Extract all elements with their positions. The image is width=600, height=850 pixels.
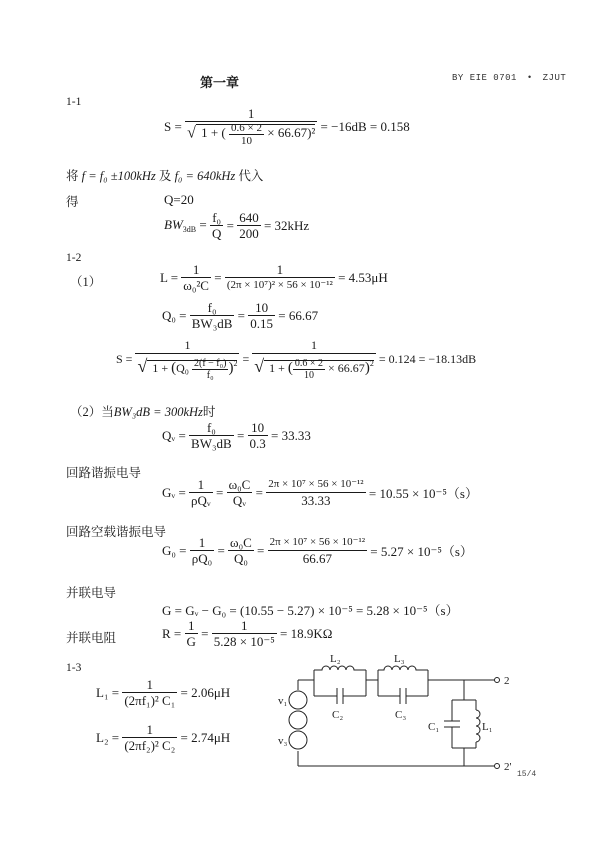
g0-lhs: G₀ = <box>162 542 187 558</box>
qv-lhs: Qᵥ = <box>162 427 186 443</box>
r-lhs: R = <box>162 625 182 641</box>
note-word-1: 将 <box>66 169 79 183</box>
bw-result: = 32kHz <box>263 217 310 233</box>
s-rad-q: Q₀ <box>176 361 189 375</box>
gv-den: ρQᵥ <box>191 493 211 508</box>
label-l3: L₃ <box>394 653 405 665</box>
l1-den: (2πf₁)² C₁ <box>124 693 176 708</box>
eq-s-1-1 <box>164 106 410 147</box>
header-author <box>452 73 566 83</box>
g0-num2: ω₀C <box>230 535 252 550</box>
q0-den2: 0.15 <box>250 316 274 331</box>
r-num2: 1 <box>212 618 277 634</box>
chapter-title: 第一章 <box>200 75 240 90</box>
l-num2: 1 <box>225 262 335 278</box>
part-2-suffix: 时 <box>202 405 216 419</box>
s-num-b: 1 <box>252 338 376 354</box>
g0-num3: 2π × 10⁷ × 56 × 10⁻¹² <box>268 535 367 551</box>
bw-sub: 3dB <box>182 225 197 234</box>
s-rad-b-den: 10 <box>303 369 314 381</box>
qv-den: BW₃dB <box>191 436 232 451</box>
label-c1: C₁ <box>428 721 440 733</box>
header-bullet: • <box>526 73 533 83</box>
part-2-label <box>70 402 215 420</box>
label-v1: v₁ <box>278 695 288 707</box>
label-l1: L₁ <box>482 721 493 733</box>
label-parallel-resistance: 并联电阻 <box>66 631 117 645</box>
eq-s-inner-den: 10 <box>241 135 252 147</box>
section-label-1-1: 1-1 <box>66 96 82 108</box>
l-result: = 4.53μH <box>338 269 388 285</box>
bw-den2: 200 <box>239 226 259 241</box>
eq-gv: Gᵥ = $\frac{1}{\text{ρQᵥ}}$ = $\frac{\text{ω₀C}}{\text{Qᵥ}}$ = $\frac{\text{2π × 10⁷ × 56 × 10⁻¹²}}{33.33}$ = 10.55 × 10⁻⁵（s） <box>162 477 478 508</box>
bw-den: Q <box>211 226 222 241</box>
r-result: = 18.9KΩ <box>279 625 333 641</box>
r-den2: 5.28 × 10⁻⁵ <box>213 634 275 649</box>
qv-num2: 10 <box>248 420 268 436</box>
g0-den3: 66.67 <box>302 551 332 566</box>
l1-result: = 2.06μH <box>180 684 231 700</box>
s-rad-a: 1 + <box>152 361 169 375</box>
gv-den2: Qᵥ <box>232 493 247 508</box>
note-word-3: 代入 <box>238 169 264 183</box>
l-num: 1 <box>181 262 211 278</box>
q0-den: BW₃dB <box>191 316 233 331</box>
eq-q: Q=20 <box>164 192 194 207</box>
q0-lhs: Q₀ = <box>162 307 187 323</box>
q0-result: = 66.67 <box>278 307 319 323</box>
eq-l1 <box>96 677 230 708</box>
eq-l: L = $\frac{1}{\text{ω₀²C}}$ = $\frac{1}{\text{(2π × 10⁷)² × 56 × 10⁻¹²}}$ = 4.53μH <box>160 262 388 293</box>
l2-den: (2πf₂)² C₂ <box>124 738 176 753</box>
eq-r: R = $\frac{1}{G}$ = $\frac{1}{\text{5.28 × 10⁻⁵}}$ = 18.9KΩ <box>162 618 333 649</box>
section-label-1-3: 1-3 <box>66 662 82 674</box>
label-v3: v₃ <box>278 735 288 747</box>
eq-s-result: = −16dB = 0.158 <box>320 118 410 134</box>
part-2-eq: BW₃dB = 300kHz <box>113 405 203 419</box>
l-lhs: L = <box>160 269 179 285</box>
l1-num: 1 <box>122 677 177 693</box>
note-substitute <box>66 166 263 184</box>
label-parallel-conductance: 并联电导 <box>66 586 117 600</box>
gv-lhs: Gᵥ = <box>162 484 186 500</box>
s-rad-b: 1 + <box>269 361 285 375</box>
eq-l2 <box>96 722 230 753</box>
note-eq-1: f = f₀ ±100kHz <box>81 169 156 183</box>
g0-result: = 5.27 × 10⁻⁵（s） <box>370 544 473 559</box>
qv-num: f₀ <box>189 420 234 436</box>
bw-lhs: BW <box>164 217 183 232</box>
g0-num: 1 <box>190 535 214 551</box>
s-result: = 0.124 = −18.13dB <box>378 351 477 366</box>
q0-num: f₀ <box>190 300 235 316</box>
qv-den2: 0.3 <box>249 436 266 451</box>
gv-num3: 2π × 10⁷ × 56 × 10⁻¹² <box>266 477 365 493</box>
eq-bw-1-1: $BW_{3dB}$ = $\frac{\text{f₀}}{Q}$ = $\frac{640}{200}$ = 32kHz <box>164 210 310 241</box>
label-c3: C₃ <box>395 709 407 721</box>
eq-s-numerator: 1 <box>185 106 317 122</box>
label-l2: L₂ <box>330 653 341 665</box>
inductor-l2 <box>314 666 366 670</box>
eq-g0: G₀ = $\frac{1}{\text{ρQ₀}}$ = $\frac{\text{ω₀C}}{\text{Q₀}}$ = $\frac{\text{2π × 10⁷ × 56 × 10⁻¹²}}{66.67}$ = 5.27 × 10⁻⁵（s） <box>162 535 473 566</box>
eq-g: G = Gᵥ − G₀ = (10.55 − 5.27) × 10⁻⁵ = 5.28 × 10⁻⁵（s） <box>162 603 459 618</box>
crystal-v3 <box>289 731 307 749</box>
eq-lhs: S = <box>164 118 182 134</box>
l1-lhs: L₁ = <box>96 684 120 700</box>
g0-den: ρQ₀ <box>191 551 213 566</box>
circuit-diagram <box>270 648 530 778</box>
crystal-v2 <box>289 711 307 729</box>
eq-s-radical-post: × 66.67)² <box>267 125 316 141</box>
page-number: 15/4 <box>517 770 537 779</box>
s-rad-b-num: 0.6 × 2 <box>294 357 324 369</box>
inductor-l1 <box>476 710 480 742</box>
section-label-1-2: 1-2 <box>66 252 82 264</box>
header-school: ZJUT <box>542 73 567 83</box>
gv-num: 1 <box>189 477 213 493</box>
s-num: 1 <box>135 338 239 354</box>
s-lhs: S = <box>116 351 133 366</box>
label-output-top: 2 <box>504 675 510 687</box>
gv-num2: ω₀C <box>228 477 251 492</box>
r-den: G <box>186 634 196 649</box>
terminal-2-prime <box>495 764 500 769</box>
crystal-v1 <box>289 691 307 709</box>
qv-result: = 33.33 <box>271 427 311 443</box>
terminal-2 <box>495 678 500 683</box>
label-output-bottom: 2' <box>504 761 512 773</box>
part-1-label: （1） <box>70 275 102 289</box>
l2-result: = 2.74μH <box>180 729 231 745</box>
gv-result: = 10.55 × 10⁻⁵（s） <box>368 486 478 501</box>
eq-s-denominator: √ 1 + ( $\frac{0.6 \times 2}{10}$ × 66.67)² <box>187 122 316 147</box>
header-class-label: BY EIE 0701 <box>452 73 517 83</box>
eq-s-inner-num: 0.6 × 2 <box>231 122 262 134</box>
inductor-l3 <box>378 666 428 670</box>
eq-s-radical-pre: 1 + ( <box>201 125 226 141</box>
note-eq-2: f₀ = 640kHz <box>174 169 236 183</box>
l2-lhs: L₂ = <box>96 729 120 745</box>
gv-den3: 33.33 <box>301 493 331 508</box>
bw-num: f₀ <box>210 210 223 226</box>
l-den: ω₀²C <box>183 278 209 293</box>
r-num: 1 <box>185 618 198 634</box>
s-rad-b-post: × 66.67 <box>328 361 365 375</box>
eq-s-1-2: S = 1 √ 1 + (Q₀ $\frac{\text{2(f − f₀)}}{\text{f₀}}$ )$^2$ = 1 √ 1 + ( $\frac{0.6 \times 2}{10}$ × 66.67)$^2$ = 0.124 = −18.13dB <box>116 338 477 381</box>
l-den2: (2π × 10⁷)² × 56 × 10⁻¹² <box>226 279 333 291</box>
eq-qv: Qᵥ = $\frac{\text{f₀}}{\text{BW₃dB}}$ = $\frac{10}{0.3}$ = 33.33 <box>162 420 311 451</box>
g0-den2: Q₀ <box>233 551 248 566</box>
label-resonant-conductance: 回路谐振电导 <box>66 466 142 480</box>
bw-num2: 640 <box>239 210 259 225</box>
eq-s-fraction <box>185 106 317 147</box>
s-rad-frac-den: f₀ <box>206 369 214 381</box>
eq-q0: Q₀ = $\frac{\text{f₀}}{\text{BW₃dB}}$ = $\frac{10}{0.15}$ = 66.67 <box>162 300 319 331</box>
note-word-2: 及 <box>158 169 172 183</box>
label-unloaded-conductance: 回路空载谐振电导 <box>66 525 167 539</box>
q0-num2: 10 <box>248 300 275 316</box>
s-rad-frac-num: 2(f − f₀) <box>193 357 227 369</box>
part-2-prefix: （2）当 <box>70 405 114 419</box>
label-c2: C₂ <box>332 709 344 721</box>
l2-num: 1 <box>122 722 177 738</box>
label-de: 得 <box>66 195 79 209</box>
